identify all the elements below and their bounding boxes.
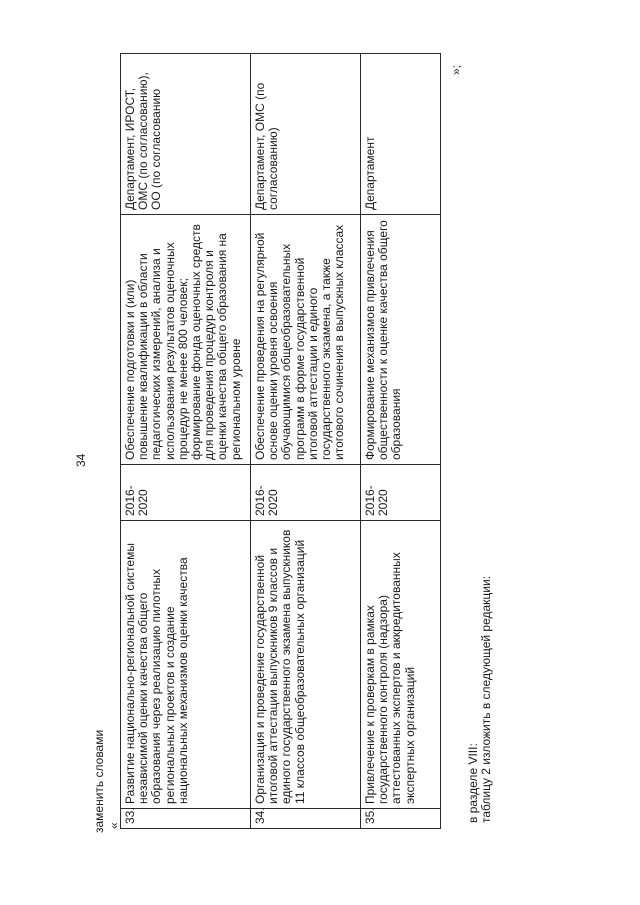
- measures-table: [120, 53, 441, 829]
- table-row: [361, 54, 441, 829]
- row-number: 33.: [121, 809, 251, 829]
- measure-cell: Привлечение к проверкам в рамках государственного контроля (надзора) аттестованных экспертов и аккредитованных экспертных организаций: [361, 521, 441, 809]
- table-instruction-text: таблицу 2 изложить в следующей редакции:: [479, 575, 493, 823]
- result-cell: Формирование механизмов привлечения общественности к оценке качества общего образования: [361, 215, 441, 465]
- row-number: 34.: [251, 809, 361, 829]
- measure-cell: Организация и проведение государственной итоговой аттестации выпускников 9 классов и единого государственного экзамена выпускников 11 классов общеобразовательных организаций: [251, 521, 361, 809]
- row-number: 35.: [361, 809, 441, 829]
- result-cell: Обеспечение подготовки и (или) повышение квалификации в области педагогических измерений, анализа и использования результатов оценочных процедур не менее 800 человек; формирование фонда оценочных средств для проведения процедур контроля и оценки качества общего образования на региональном уровне: [121, 215, 251, 465]
- table-row: [251, 54, 361, 829]
- measure-cell: Развитие национально-региональной системы независимой оценки качества общего образования через реализацию пилотных региональных проектов и создание национальных механизмов оценки качества: [121, 521, 251, 809]
- period-cell: 2016-2020: [121, 465, 251, 521]
- replace-words-text: заменить словами: [92, 729, 106, 833]
- page-number: 34: [74, 453, 88, 467]
- period-cell: 2016-2020: [251, 465, 361, 521]
- closing-quote-mark: »;: [449, 64, 463, 75]
- executor-cell: Департамент: [361, 54, 441, 215]
- executor-cell: Департамент, ОМС (по согласованию): [251, 54, 361, 215]
- period-cell: 2016-2020: [361, 465, 441, 521]
- result-cell: Обеспечение проведения на регулярной основе оценки уровня освоения обучающимися общеобразовательных программ в форме государственной итоговой аттестации и единого государственного экзамена, а также итогового сочинения в выпускных классах: [251, 215, 361, 465]
- table-row: [121, 54, 251, 829]
- executor-cell: Департамент, ИРОСТ, ОМС (по согласованию), ОО (по согласованию: [121, 54, 251, 215]
- opening-quote-mark: «: [107, 822, 121, 829]
- section-reference-text: в разделе VIII:: [466, 743, 480, 823]
